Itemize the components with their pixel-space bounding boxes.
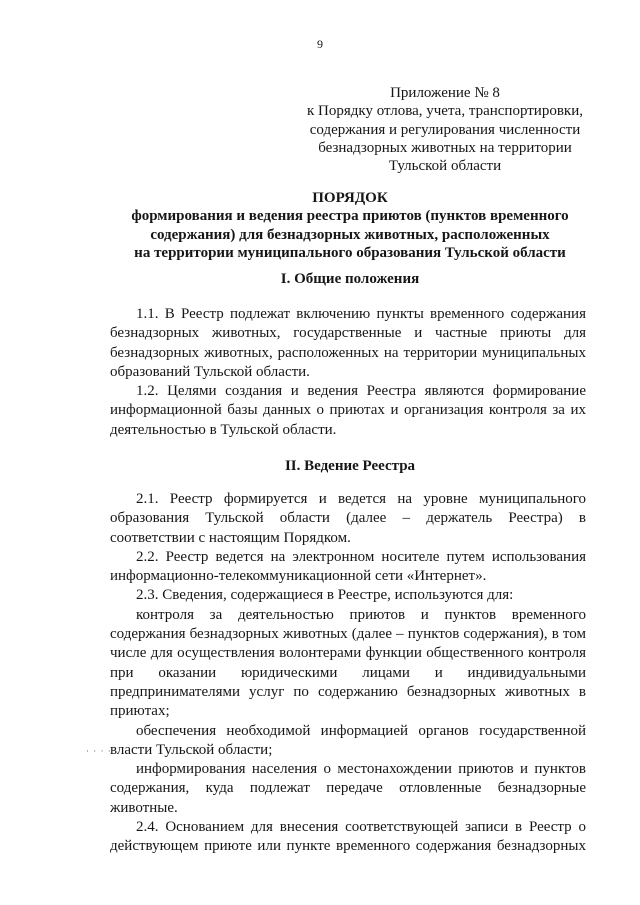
appendix-block [300, 84, 590, 175]
section-2-body [110, 490, 586, 857]
list-item-informing: информирования населения о местонахождении приютов и пунктов содержания, куда подлежат передаче отловленные безнадзорные животные. [110, 761, 586, 816]
list-item-control: контроля за деятельностью приютов и пунктов временного содержания безнадзорных животных (далее – пунктов содержания), в том числе для осуществления волонтерами функции общественного контроля при оказании юридическими лицами и индивидуальными предпринимателями услуг по содержанию безнадзорных животных в приютах; [110, 606, 586, 720]
appendix-line: безнадзорных животных на территории [318, 139, 572, 156]
paragraph-2-2: 2.2. Реестр ведется на электронном носителе путем использования информационно-телекоммуникационной сети «Интернет». [110, 548, 586, 585]
paragraph-1-1: 1.1. В Реестр подлежат включению пункты временного содержания безнадзорных животных, государственные и частные приюты для безнадзорных животных, расположенных на территории муниципальных образований Тульской области. [110, 306, 586, 380]
section-2-heading: II. Ведение Реестра [284, 458, 416, 474]
document-title [60, 189, 640, 262]
page-number: 9 [317, 37, 323, 51]
title-line: формирования и ведения реестра приютов (пунктов временного [131, 208, 569, 225]
paragraph-2-4: 2.4. Основанием для внесения соответствующей записи в Реестр о действующем приюте или пункте временного содержания безнадзорных [110, 819, 586, 855]
title-heading: ПОРЯДОК [312, 190, 388, 206]
appendix-line: к Порядку отлова, учета, транспортировки, [307, 103, 583, 120]
scan-artifact-dots: · · · · [86, 746, 112, 756]
title-line: содержания) для безнадзорных животных, расположенных [150, 226, 550, 243]
appendix-line: Приложение № 8 [390, 85, 500, 101]
paragraph-2-1: 2.1. Реестр формируется и ведется на уровне муниципального образования Тульской области (далее – держатель Реестра) в соответствии с настоящим Порядком. [110, 491, 586, 546]
appendix-line: содержания и регулирования численности [309, 121, 581, 138]
paragraph-1-2: 1.2. Целями создания и ведения Реестра являются формирование информационной базы данных о приютах и организация контроля за их деятельностью в Тульской области. [110, 383, 586, 438]
section-1-body [110, 305, 586, 440]
section-1-heading: I. Общие положения [280, 271, 420, 287]
paragraph-2-3: 2.3. Сведения, содержащиеся в Реестре, используются для: [136, 587, 514, 604]
title-line: на территории муниципального образования Тульской области [134, 244, 566, 261]
list-item-provision: обеспечения необходимой информацией органов государственной власти Тульской области; [110, 722, 586, 758]
appendix-line: Тульской области [388, 158, 502, 175]
